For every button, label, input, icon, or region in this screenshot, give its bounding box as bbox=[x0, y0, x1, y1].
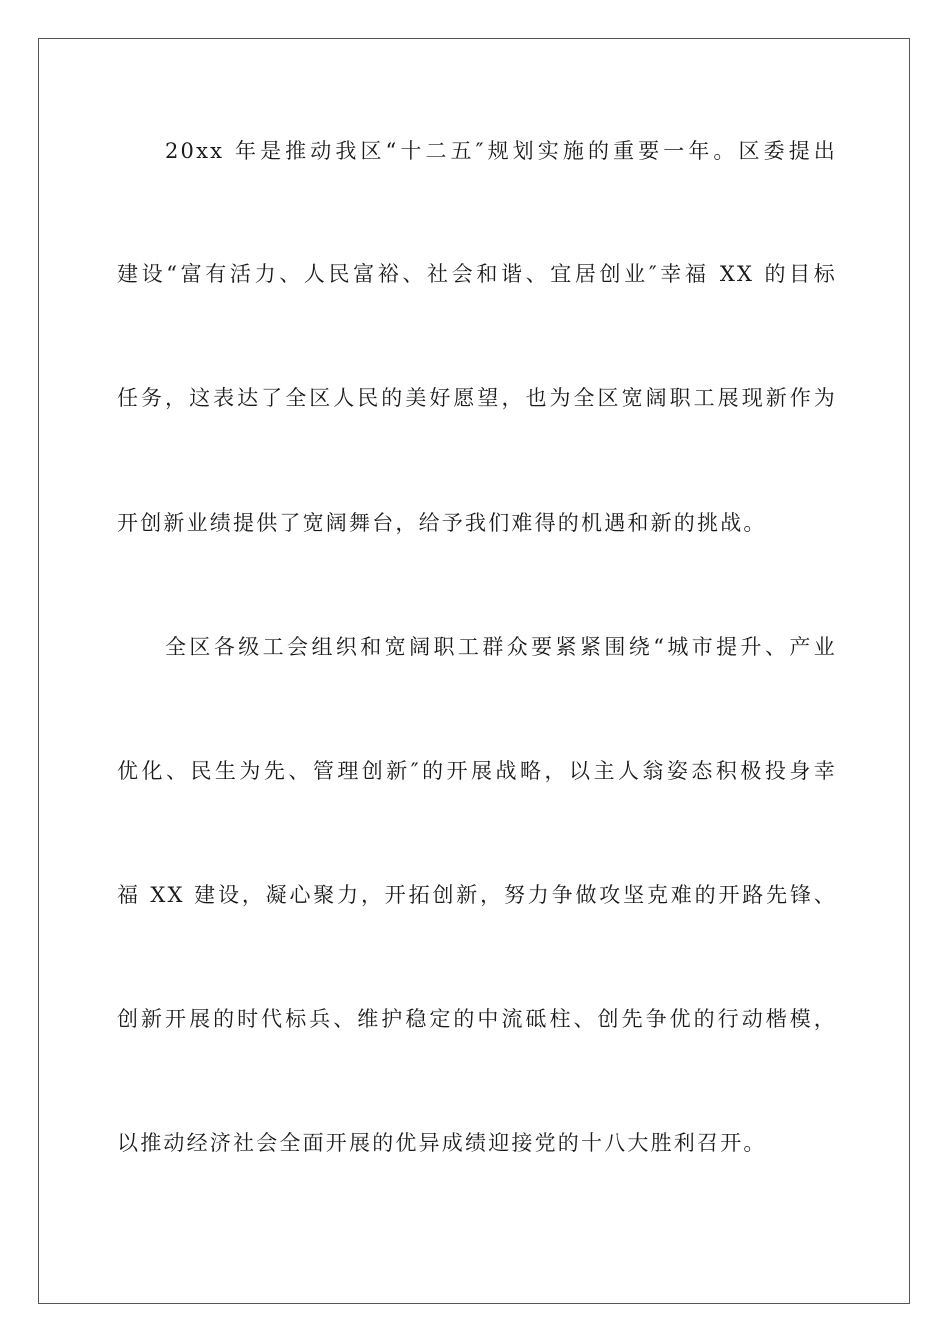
paragraph-line: 以推动经济社会全面开展的优异成绩迎接党的十八大胜利召开。 bbox=[117, 1131, 767, 1155]
paragraph-line: 建设“富有活力、人民富裕、社会和谐、宜居创业″幸福 XX 的目标 bbox=[117, 262, 837, 286]
paragraph-line: 20xx 年是推动我区“十二五″规划实施的重要一年。区委提出 bbox=[165, 139, 837, 163]
paragraph-line: 任务，这表达了全区人民的美好愿望，也为全区宽阔职工展现新作为 bbox=[117, 386, 837, 410]
paragraph-line: 创新开展的时代标兵、维护稳定的中流砥柱、创先争优的行动楷模， bbox=[117, 1007, 837, 1031]
paragraph-line: 开创新业绩提供了宽阔舞台，给予我们难得的机遇和新的挑战。 bbox=[117, 511, 767, 535]
paragraph-line: 优化、民生为先、管理创新″的开展战略，以主人翁姿态积极投身幸 bbox=[117, 759, 837, 783]
paragraph-line: 福 XX 建设，凝心聚力，开拓创新，努力争做攻坚克难的开路先锋、 bbox=[117, 883, 837, 907]
page-border bbox=[38, 38, 910, 1304]
paragraph-line: 全区各级工会组织和宽阔职工群众要紧紧围绕“城市提升、产业 bbox=[165, 635, 837, 659]
